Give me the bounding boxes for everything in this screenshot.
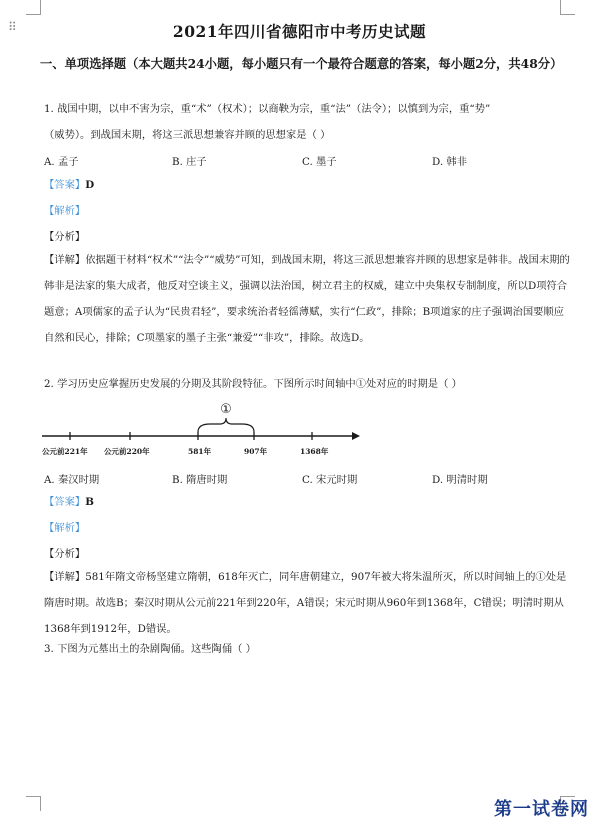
q2-detail (44, 564, 570, 642)
timeline-label: 581年 (188, 447, 212, 456)
q1-analysis-tag: 【解析】 (44, 205, 86, 217)
timeline-label: 公元前220年 (104, 447, 150, 456)
answer-value: D (85, 179, 95, 191)
timeline-label: 1368年 (300, 447, 329, 456)
timeline-arrow-icon (352, 432, 360, 440)
q2-analysis-tag: 【解析】 (44, 522, 86, 534)
q2-option-b: B. 隋唐时期 (172, 474, 228, 486)
q1-option-c: C. 墨子 (302, 156, 337, 168)
detail-text: 581年隋文帝杨坚建立隋朝，618年灭亡，同年唐朝建立，907年被大将朱温所灭，所以时间轴上的①处是隋唐时期。故选B；秦汉时期从公元前221年到220年，A错误；宋元时期从960年到1368年，C错误；明清时期从1368年到1912年，D错误。 (44, 571, 567, 635)
corner-mark-top-right (560, 0, 575, 15)
section-heading: 一、单项选择题（本大题共24小题，每小题只有一个最符合题意的答案，每小题2分，共48分） (40, 56, 563, 71)
q2-answer (44, 489, 568, 515)
drag-handle-icon[interactable]: ⠿ (8, 20, 17, 34)
answer-tag: 【答案】 (44, 496, 86, 508)
page-title: 2021年四川省德阳市中考历史试题 (172, 22, 427, 41)
q2-stem: 2. 学习历史应掌握历史发展的分期及其阶段特征。下图所示时间轴中①处对应的时期是（ ） (44, 378, 462, 390)
answer-tag: 【答案】 (44, 179, 86, 191)
q1-option-b: B. 庄子 (172, 156, 207, 168)
corner-mark-bottom-left (26, 796, 41, 811)
timeline-label: 公元前221年 (42, 447, 88, 456)
q2-option-a: A. 秦汉时期 (44, 474, 100, 486)
detail-text: 依据题干材料“权术”“法令”“威势”可知，到战国末期，将这三派思想兼容并顾的思想家是韩非。战国末期的韩非是法家的集大成者，他反对空谈主义，强调以法治国，树立君主的权威，建立中央集权专制制度，所以D项符合题意；A项儒家的孟子认为“民贵君轻”，要求统治者轻徭薄赋，实行“仁政”，排除；B项道家的庄子强调治国要顺应自然和民心，排除；C项墨家的墨子主张“兼爱”“非攻”，排除。故选D。 (44, 254, 570, 344)
q3-stem: 3. 下图为元墓出土的杂剧陶俑。这些陶俑（ ） (44, 643, 257, 655)
q1-stem-line2: （威势）。到战国末期，将这三派思想兼容并顾的思想家是（ ） (44, 129, 331, 141)
detail-tag: 【详解】 (44, 254, 86, 266)
q1-stem-line1: 1. 战国中期，以申不害为宗，重“术”（权术）；以商鞅为宗，重“法”（法令）；以慎到为宗，重“势” (44, 103, 491, 115)
q1-detail (44, 247, 570, 351)
q1-answer (44, 172, 568, 198)
q2-option-d: D. 明清时期 (432, 474, 488, 486)
q2-option-c: C. 宋元时期 (302, 474, 358, 486)
timeline-brace (198, 418, 254, 432)
site-watermark-logo: 第一试卷网 (494, 799, 589, 820)
corner-mark-top-left (26, 0, 41, 15)
timeline-diagram (40, 398, 370, 464)
q1-option-d: D. 韩非 (432, 156, 468, 168)
timeline-label: 907年 (244, 447, 268, 456)
q1-option-a: A. 孟子 (44, 156, 79, 168)
answer-value: B (85, 496, 94, 508)
circle-marker: ① (220, 402, 232, 417)
q1-fenxi-tag: 【分析】 (44, 231, 86, 243)
q2-fenxi-tag: 【分析】 (44, 548, 86, 560)
detail-tag: 【详解】 (44, 571, 86, 583)
